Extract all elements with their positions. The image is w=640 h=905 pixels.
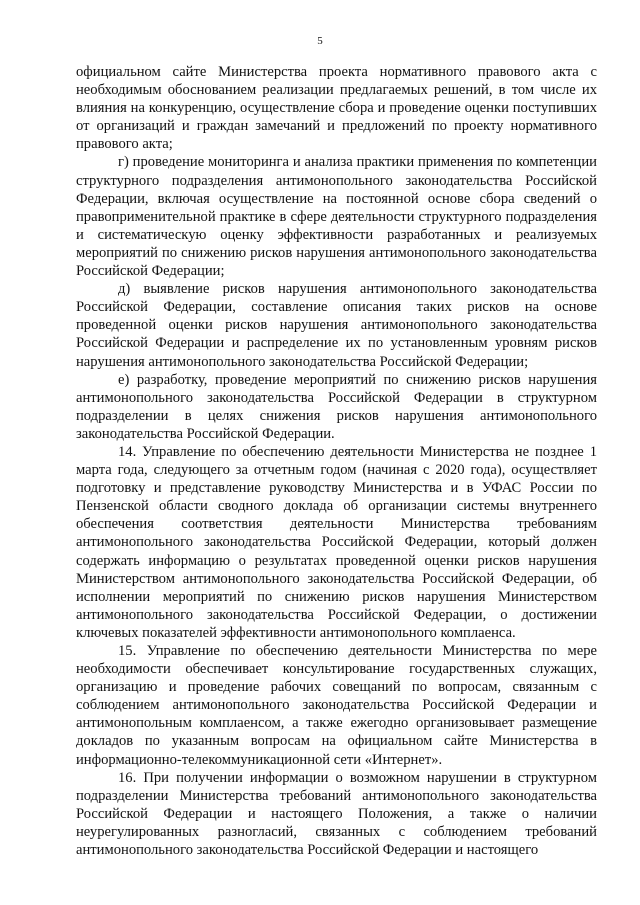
paragraph-14: 14. Управление по обеспечению деятельности Министерства не позднее 1 марта года, следующего за отчетным годом (начиная с 2020 года), осуществляет подготовку и представление руководству Министерства и в УФАС России по Пензенской области сводного доклада об организации системы внутреннего обеспечения соответствия деятельности Министерства требованиям антимонопольного законодательства Российской Федерации, который должен содержать информацию о результатах проведенной оценки рисков нарушения Министерством антимонопольного законодательства Российской Федерации, об исполнении мероприятий по снижению рисков нарушения Министерством антимонопольного законодательства Российской Федерации, о достижении ключевых показателей эффективности антимонопольного комплаенса. xyxy=(76,443,597,641)
paragraph-item-e: е) разработку, проведение мероприятий по снижению рисков нарушения антимонопольного законодательства Российской Федерации в структурном подразделении в целях снижения рисков нарушения антимонопольного законодательства Российской Федерации. xyxy=(76,371,597,442)
paragraph-item-d: д) выявление рисков нарушения антимонопольного законодательства Российской Федерации, составление описания таких рисков на основе проведенной оценки рисков нарушения антимонопольного законодательства Российской Федерации и распределение их по установленным уровням рисков нарушения антимонопольного законодательства Российской Федерации; xyxy=(76,281,597,370)
paragraph-16: 16. При получении информации о возможном нарушении в структурном подразделении Министерства требований антимонопольного законодательства Российской Федерации и настоящего Положения, а также о наличии неурегулированных разногласий, связанных с соблюдением требований антимонопольного законодательства Российской Федерации и настоящего xyxy=(76,769,597,859)
document-body xyxy=(76,63,597,859)
page-number: 5 xyxy=(317,35,323,47)
paragraph-continuation: официальном сайте Министерства проекта нормативного правового акта с необходимым обоснованием реализации предлагаемых решений, в том числе их влияния на конкуренцию, осуществление сбора и проведение оценки поступивших от организаций и граждан замечаний и предложений по проекту нормативного правового акта; xyxy=(76,64,597,153)
paragraph-item-g: г) проведение мониторинга и анализа практики применения по компетенции структурного подразделения антимонопольного законодательства Российской Федерации, включая осуществление на постоянной основе сбора сведений о правоприменительной практике в сфере деятельности структурного подразделения и систематическую оценку эффективности разработанных и реализуемых мероприятий по снижению рисков нарушения антимонопольного законодательства Российской Федерации; xyxy=(76,154,597,280)
paragraph-15: 15. Управление по обеспечению деятельности Министерства по мере необходимости обеспечивает консультирование государственных служащих, организацию и проведение рабочих совещаний по вопросам, связанным с соблюдением антимонопольного законодательства Российской Федерации и антимонопольным комплаенсом, а также ежегодно организовывает размещение докладов по указанным вопросам на официальном сайте Министерства в информационно-телекоммуникационной сети «Интернет». xyxy=(76,643,597,768)
